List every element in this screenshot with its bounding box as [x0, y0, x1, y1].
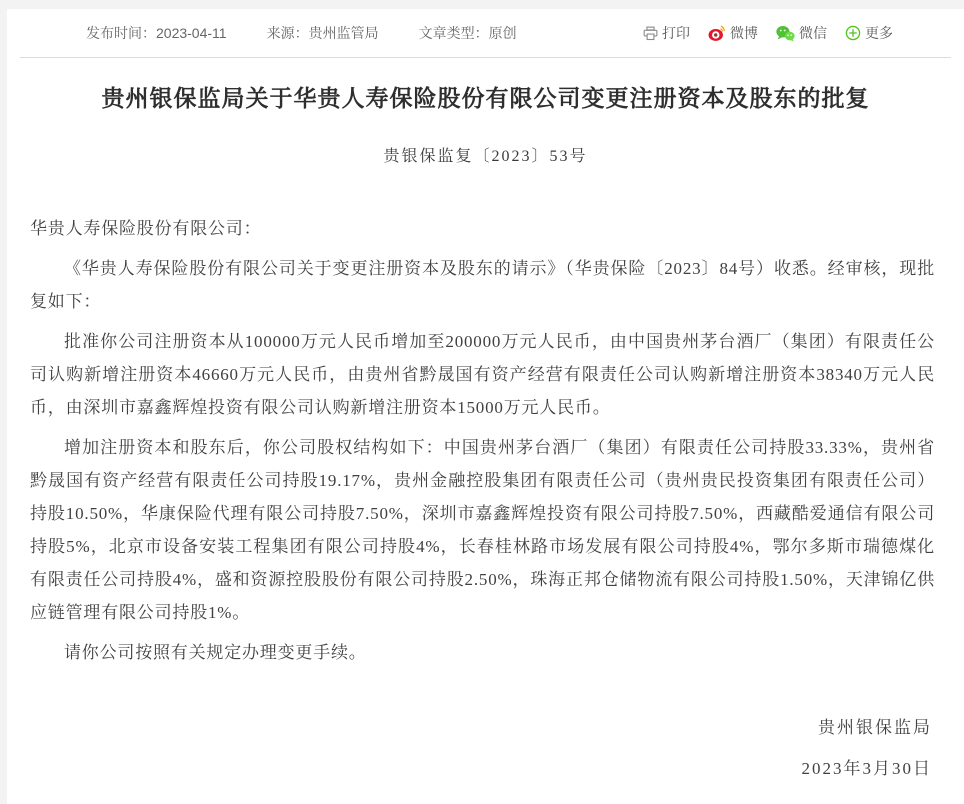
publish-time [86, 23, 227, 43]
meta-bar [20, 9, 951, 58]
signature-org: 贵州银保监局 [818, 718, 932, 737]
article-type-label: 文章类型： [418, 25, 489, 41]
more-label: 更多 [865, 25, 893, 41]
paragraph-1: 《华贵人寿保险股份有限公司关于变更注册资本及股东的请示》（华贵保险〔2023〕84号）收悉。经审核，现批复如下： [30, 259, 935, 311]
publish-time-value: 2023-04-11 [156, 25, 227, 41]
source-label: 来源： [266, 25, 309, 41]
wechat-share-button[interactable] [776, 23, 827, 43]
more-share-button[interactable] [845, 23, 893, 43]
source [267, 23, 379, 43]
meta-info [86, 23, 557, 43]
paragraph-4: 请你公司按照有关规定办理变更手续。 [64, 643, 367, 662]
print-label: 打印 [662, 25, 690, 41]
publish-time-label: 发布时间： [86, 25, 156, 41]
article-page [7, 9, 964, 804]
article-type [419, 23, 517, 43]
source-value: 贵州监管局 [308, 25, 379, 41]
document-body [7, 212, 964, 669]
article-type-value: 原创 [488, 25, 517, 41]
wechat-bubbles-icon [776, 25, 795, 42]
page-title: 贵州银保监局关于华贵人寿保险股份有限公司变更注册资本及股东的批复 [101, 85, 870, 111]
salutation: 华贵人寿保险股份有限公司： [30, 219, 262, 238]
signature-date: 2023年3月30日 [801, 759, 932, 778]
share-actions [625, 23, 893, 43]
wechat-label: 微信 [799, 25, 827, 41]
plus-circle-icon [845, 25, 861, 41]
paragraph-2: 批准你公司注册资本从100000万元人民币增加至200000万元人民币，由中国贵州茅台酒厂（集团）有限责任公司认购新增注册资本46660万元人民币，由贵州省黔晟国有资产经营有限责任公司认购新增注册资本38340万元人民币，由深圳市嘉鑫辉煌投资有限公司认购新增注册资本15000万元人民币。 [30, 332, 935, 417]
paragraph-3: 增加注册资本和股东后，你公司股权结构如下：中国贵州茅台酒厂（集团）有限责任公司持股33.33%，贵州省黔晟国有资产经营有限责任公司持股19.17%，贵州金融控股集团有限责任公司（贵州贵民投资集团有限责任公司）持股10.50%，华康保险代理有限公司持股7.50%，深圳市嘉鑫辉煌投资有限公司持股7.50%，西藏酷爱通信有限公司持股5%，北京市设备安装工程集团有限公司持股4%，长春桂林路市场发展有限公司持股4%，鄂尔多斯市瑞德煤化有限责任公司持股4%，盛和资源控股股份有限公司持股2.50%，珠海正邦仓储物流有限公司持股1.50%，天津锦亿供应链管理有限公司持股1%。 [30, 438, 935, 622]
printer-icon [643, 26, 658, 41]
weibo-eye-icon [708, 24, 726, 42]
doc-number: 贵银保监复〔2023〕53号 [383, 148, 588, 165]
weibo-share-button[interactable] [708, 23, 758, 43]
print-button[interactable] [643, 23, 690, 43]
signature-block [7, 707, 964, 789]
weibo-label: 微博 [730, 25, 758, 41]
